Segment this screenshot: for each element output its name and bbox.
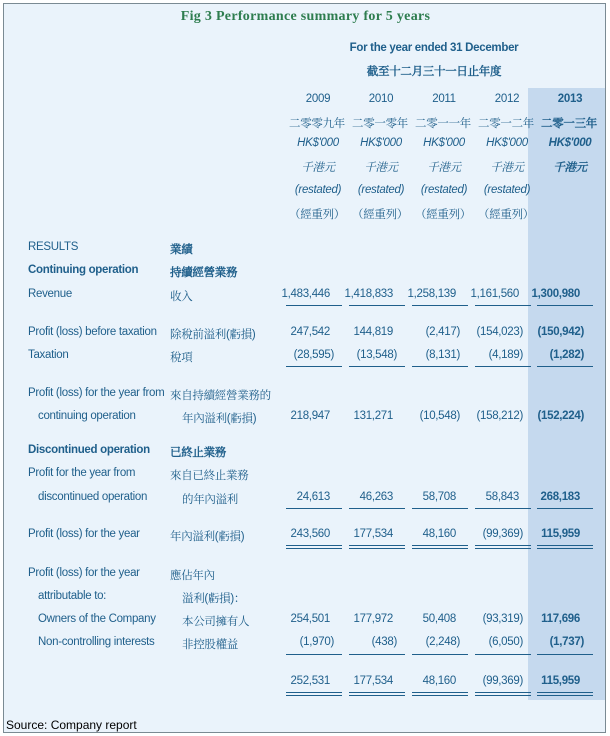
value-owners-2012: (93,319) (482, 613, 523, 625)
value-pbt-2010: 144,819 (353, 326, 393, 338)
underline-nci-2010 (349, 654, 405, 655)
value-tax-2009: (28,595) (293, 349, 334, 361)
value-revenue-2010: 1,418,833 (344, 288, 393, 300)
value-tax-2012: (4,189) (488, 349, 523, 361)
row-label-revenue: Revenue (28, 288, 72, 300)
unit-zh-2012: 千港元 (490, 162, 524, 174)
underline-tax-2013 (537, 366, 593, 367)
value-total-2012: (99,369) (482, 675, 523, 687)
value-cont-2010: 131,271 (353, 410, 393, 422)
value-disc-2013: 268,183 (540, 491, 580, 503)
year-2009: 2009 (305, 93, 331, 105)
double-underline-pfy-2010 (349, 545, 405, 549)
year-zh-2013: 二零一三年 (541, 118, 597, 130)
row-label-discontinued-op-zh: 的年內溢利 (182, 494, 238, 506)
value-pfy-2012: (99,369) (482, 528, 523, 540)
value-owners-2011: 50,408 (422, 613, 456, 625)
value-tax-2013: (1,282) (549, 349, 584, 361)
row-label-continuing-operation: Continuing operation (28, 264, 139, 276)
period-header-en: For the year ended 31 December (349, 42, 519, 54)
restated-zh-2011: （經重列） (415, 209, 471, 221)
restated-2011: (restated) (420, 184, 468, 196)
year-2013: 2013 (557, 93, 583, 105)
value-tax-2010: (13,548) (356, 349, 397, 361)
double-underline-pfy-2012 (475, 545, 531, 549)
value-nci-2012: (6,050) (488, 636, 523, 648)
source-note: Source: Company report (6, 718, 137, 732)
value-pbt-2013: (150,942) (537, 326, 584, 338)
underline-revenue-2013 (537, 305, 593, 306)
double-underline-pfy-2009 (286, 545, 342, 549)
value-disc-2010: 46,263 (359, 491, 393, 503)
value-cont-2009: 218,947 (290, 410, 330, 422)
row-label-profit-year-from-disc: Profit for the year from (28, 467, 136, 479)
figure-title: Fig 3 Performance summary for 5 years (180, 9, 431, 24)
row-label-taxation: Taxation (28, 349, 69, 361)
underline-revenue-2009 (286, 305, 342, 306)
underline-tax-2009 (286, 366, 342, 367)
row-label-profit-year-from-zh: 來自持續經營業務的 (170, 390, 271, 402)
unit-zh-2011: 千港元 (427, 162, 461, 174)
double-underline-total-2010 (349, 692, 405, 696)
unit-2011: HK$'000 (423, 137, 465, 149)
underline-revenue-2011 (412, 305, 468, 306)
value-total-2011: 48,160 (422, 675, 456, 687)
row-label-results-zh: 業績 (170, 244, 193, 256)
restated-2012: (restated) (483, 184, 531, 196)
underline-disc-2012 (475, 508, 531, 509)
value-nci-2009: (1,970) (299, 636, 334, 648)
year-2012: 2012 (494, 93, 520, 105)
highlight-column-2013 (528, 88, 605, 700)
value-disc-2011: 58,708 (422, 491, 456, 503)
underline-nci-2012 (475, 654, 531, 655)
value-total-2009: 252,531 (290, 675, 330, 687)
value-cont-2013: (152,224) (537, 410, 584, 422)
row-label-non-controlling-zh: 非控股權益 (182, 639, 238, 651)
value-owners-2009: 254,501 (290, 613, 330, 625)
unit-zh-2009: 千港元 (301, 162, 335, 174)
underline-disc-2010 (349, 508, 405, 509)
value-pbt-2012: (154,023) (476, 326, 523, 338)
value-owners-2010: 177,972 (353, 613, 393, 625)
value-total-2010: 177,534 (353, 675, 393, 687)
unit-2009: HK$'000 (297, 137, 339, 149)
double-underline-total-2011 (412, 692, 468, 696)
unit-zh-2010: 千港元 (364, 162, 398, 174)
unit-zh-2013: 千港元 (553, 162, 587, 174)
row-label-revenue-zh: 收入 (170, 291, 193, 303)
value-cont-2012: (158,212) (476, 410, 523, 422)
value-pbt-2011: (2,417) (425, 326, 460, 338)
value-disc-2012: 58,843 (485, 491, 519, 503)
year-zh-2010: 二零一零年 (352, 118, 408, 130)
value-pfy-2009: 243,560 (290, 528, 330, 540)
underline-nci-2013 (537, 654, 593, 655)
row-label-owners: Owners of the Company (38, 613, 156, 625)
row-label-profit-year-from-disc-zh: 來自已終止業務 (170, 470, 249, 482)
double-underline-pfy-2011 (412, 545, 468, 549)
underline-tax-2010 (349, 366, 405, 367)
row-label-profit-before-tax: Profit (loss) before taxation (28, 326, 157, 338)
value-pfy-2013: 115,959 (541, 528, 580, 540)
value-revenue-2012: 1,161,560 (470, 288, 519, 300)
row-label-discontinued-operation-zh: 已終止業務 (170, 447, 226, 459)
double-underline-total-2009 (286, 692, 342, 696)
value-nci-2013: (1,737) (549, 636, 584, 648)
row-label-continuing-operation-zh: 持續經營業務 (170, 267, 238, 279)
value-total-2013: 115,959 (541, 675, 580, 687)
double-underline-pfy-2013 (537, 545, 593, 549)
value-nci-2011: (2,248) (425, 636, 460, 648)
value-tax-2011: (8,131) (425, 349, 460, 361)
value-pfy-2010: 177,534 (353, 528, 393, 540)
row-label-profit-attributable: Profit (loss) for the year (28, 567, 140, 579)
double-underline-total-2012 (475, 692, 531, 696)
row-label-continuing-op-zh: 年內溢利(虧損) (182, 413, 257, 425)
value-disc-2009: 24,613 (296, 491, 330, 503)
figure-frame (3, 3, 606, 733)
row-label-attributable-to-zh: 溢利(虧損)： (182, 593, 246, 605)
row-label-attributable-to: attributable to: (38, 590, 107, 602)
restated-zh-2012: （經重列） (478, 209, 534, 221)
row-label-profit-before-tax-zh: 除稅前溢利(虧損) (170, 329, 256, 341)
value-revenue-2013: 1,300,980 (531, 288, 580, 300)
row-label-taxation-zh: 稅項 (170, 352, 193, 364)
row-label-owners-zh: 本公司擁有人 (182, 616, 250, 628)
row-label-discontinued-op: discontinued operation (38, 491, 148, 503)
value-nci-2010: (438) (371, 636, 397, 648)
row-label-profit-attributable-zh: 應佔年內 (170, 570, 215, 582)
value-revenue-2011: 1,258,139 (407, 288, 456, 300)
underline-nci-2011 (412, 654, 468, 655)
year-zh-2011: 二零一一年 (415, 118, 471, 130)
period-header-zh: 截至十二月三十一日止年度 (366, 66, 502, 78)
row-label-results: RESULTS (28, 241, 79, 253)
year-zh-2009: 二零零九年 (289, 118, 345, 130)
underline-revenue-2012 (475, 305, 531, 306)
year-2011: 2011 (432, 93, 456, 105)
year-zh-2012: 二零一二年 (478, 118, 534, 130)
unit-2013: HK$'000 (548, 137, 592, 149)
row-label-profit-for-year-zh: 年內溢利(虧損) (170, 531, 245, 543)
value-owners-2013: 117,696 (541, 613, 580, 625)
value-revenue-2009: 1,483,446 (281, 288, 330, 300)
restated-2010: (restated) (357, 184, 405, 196)
underline-tax-2012 (475, 366, 531, 367)
row-label-continuing-op: continuing operation (38, 410, 136, 422)
row-label-non-controlling: Non-controlling interests (38, 636, 155, 648)
underline-tax-2011 (412, 366, 468, 367)
underline-disc-2011 (412, 508, 468, 509)
restated-zh-2009: （經重列） (289, 209, 345, 221)
year-2010: 2010 (368, 93, 394, 105)
underline-disc-2013 (537, 508, 593, 509)
row-label-profit-for-year: Profit (loss) for the year (28, 528, 140, 540)
unit-2012: HK$'000 (486, 137, 528, 149)
row-label-discontinued-operation: Discontinued operation (28, 444, 150, 456)
restated-zh-2010: （經重列） (352, 209, 408, 221)
value-pfy-2011: 48,160 (422, 528, 456, 540)
double-underline-total-2013 (537, 692, 593, 696)
underline-nci-2009 (286, 654, 342, 655)
restated-2009: (restated) (294, 184, 342, 196)
row-label-profit-year-from: Profit (loss) for the year from (28, 387, 165, 399)
value-cont-2011: (10,548) (419, 410, 460, 422)
underline-revenue-2010 (349, 305, 405, 306)
unit-2010: HK$'000 (360, 137, 402, 149)
underline-disc-2009 (286, 508, 342, 509)
value-pbt-2009: 247,542 (290, 326, 330, 338)
